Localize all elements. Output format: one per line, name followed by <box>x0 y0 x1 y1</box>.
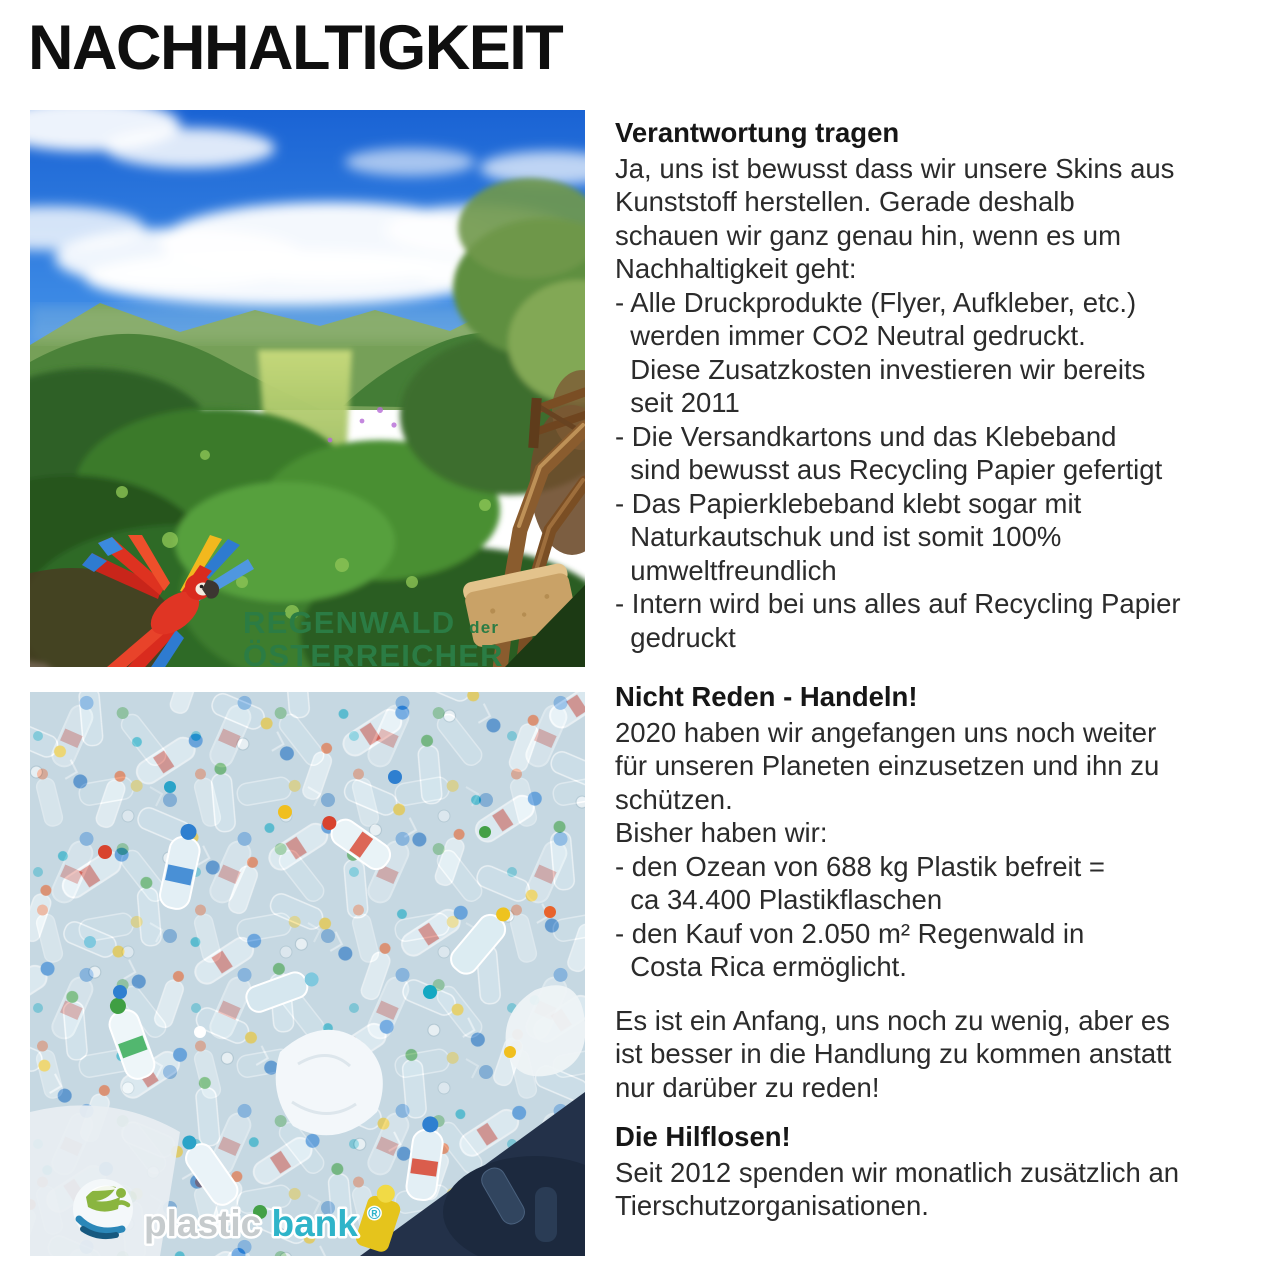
text-line: nur darüber zu reden! <box>615 1071 880 1103</box>
oesterreicher-word: ÖSTERREICHER <box>243 638 504 667</box>
text-line: - den Ozean von 688 kg Plastik befreit = <box>615 850 1105 882</box>
text-line: - Das Papierklebeband klebt sogar mit <box>615 487 1082 519</box>
text-line: Ja, uns ist bewusst dass wir unsere Skins aus <box>615 152 1175 184</box>
plasticbank-word-plastic: plastic <box>144 1203 262 1244</box>
text-line: - Intern wird bei uns alles auf Recycling Papier <box>615 588 1181 619</box>
svg-text:REGENWALD der <box>243 605 499 640</box>
rainforest-photo <box>30 110 585 667</box>
section-body <box>615 1156 1265 1223</box>
section-hilflosen <box>615 1120 1265 1223</box>
plasticbank-word-bank: bank <box>271 1203 358 1244</box>
text-line: sind bewusst aus Recycling Papier gefertigt <box>615 454 1163 485</box>
section-body <box>615 1004 1265 1105</box>
section-verantwortung <box>615 116 1265 654</box>
section-heading: Nicht Reden - Handeln! <box>615 681 918 712</box>
text-line: - Die Versandkartons und das Klebeband <box>615 420 1117 452</box>
section-heading: Die Hilflosen! <box>615 1121 791 1152</box>
text-line: werden immer CO2 Neutral gedruckt. <box>615 320 1086 351</box>
text-line: - den Kauf von 2.050 m² Regenwald in <box>615 917 1085 949</box>
text-line: 2020 haben wir angefangen uns noch weiter <box>615 716 1157 748</box>
regenwald-der: der <box>469 618 500 637</box>
text-line: schauen wir ganz genau hin, wenn es um <box>615 219 1122 251</box>
text-line: gedruckt <box>615 621 736 653</box>
text-line: Nachhaltigkeit geht: <box>615 253 857 284</box>
text-line: umweltfreundlich <box>615 554 837 586</box>
section-anfang <box>615 1004 1265 1105</box>
svg-text:plastic bank ® <box>144 1203 381 1244</box>
text-line: für unseren Planeten einzusetzen und ihn zu <box>615 750 1160 781</box>
section-body <box>615 716 1265 984</box>
text-line: Naturkautschuk und ist somit 100% <box>615 521 1062 552</box>
text-line: schützen. <box>615 783 733 815</box>
content-column <box>615 116 1265 1223</box>
text-line: ist besser in die Handlung zu kommen anstatt <box>615 1038 1172 1069</box>
registered-mark: ® <box>368 1204 381 1223</box>
text-line: Es ist ein Anfang, uns noch zu wenig, aber es <box>615 1004 1170 1036</box>
page-title: NACHHALTIGKEIT <box>28 13 563 83</box>
text-line: Kunststoff herstellen. Gerade deshalb <box>615 186 1075 217</box>
regenwald-logo-text <box>243 605 504 667</box>
text-line: Costa Rica ermöglicht. <box>615 951 907 982</box>
plastic-bottles-photo <box>30 692 585 1256</box>
regenwald-word: REGENWALD <box>243 605 456 640</box>
text-line: Seit 2012 spenden wir monatlich zusätzlich an <box>615 1156 1180 1188</box>
section-handeln <box>615 680 1265 984</box>
section-heading: Verantwortung tragen <box>615 117 900 148</box>
svg-text:ÖSTERREICHER <box>243 638 504 667</box>
text-line: Bisher haben wir: <box>615 817 828 848</box>
plasticbank-icon <box>73 1179 133 1239</box>
section-body <box>615 152 1265 655</box>
text-line: Diese Zusatzkosten investieren wir bereits <box>615 353 1146 385</box>
text-line: - Alle Druckprodukte (Flyer, Aufkleber, etc.) <box>615 286 1137 318</box>
text-line: seit 2011 <box>615 387 740 418</box>
text-line: Tierschutzorganisationen. <box>615 1190 929 1221</box>
text-line: ca 34.400 Plastikflaschen <box>615 884 943 915</box>
